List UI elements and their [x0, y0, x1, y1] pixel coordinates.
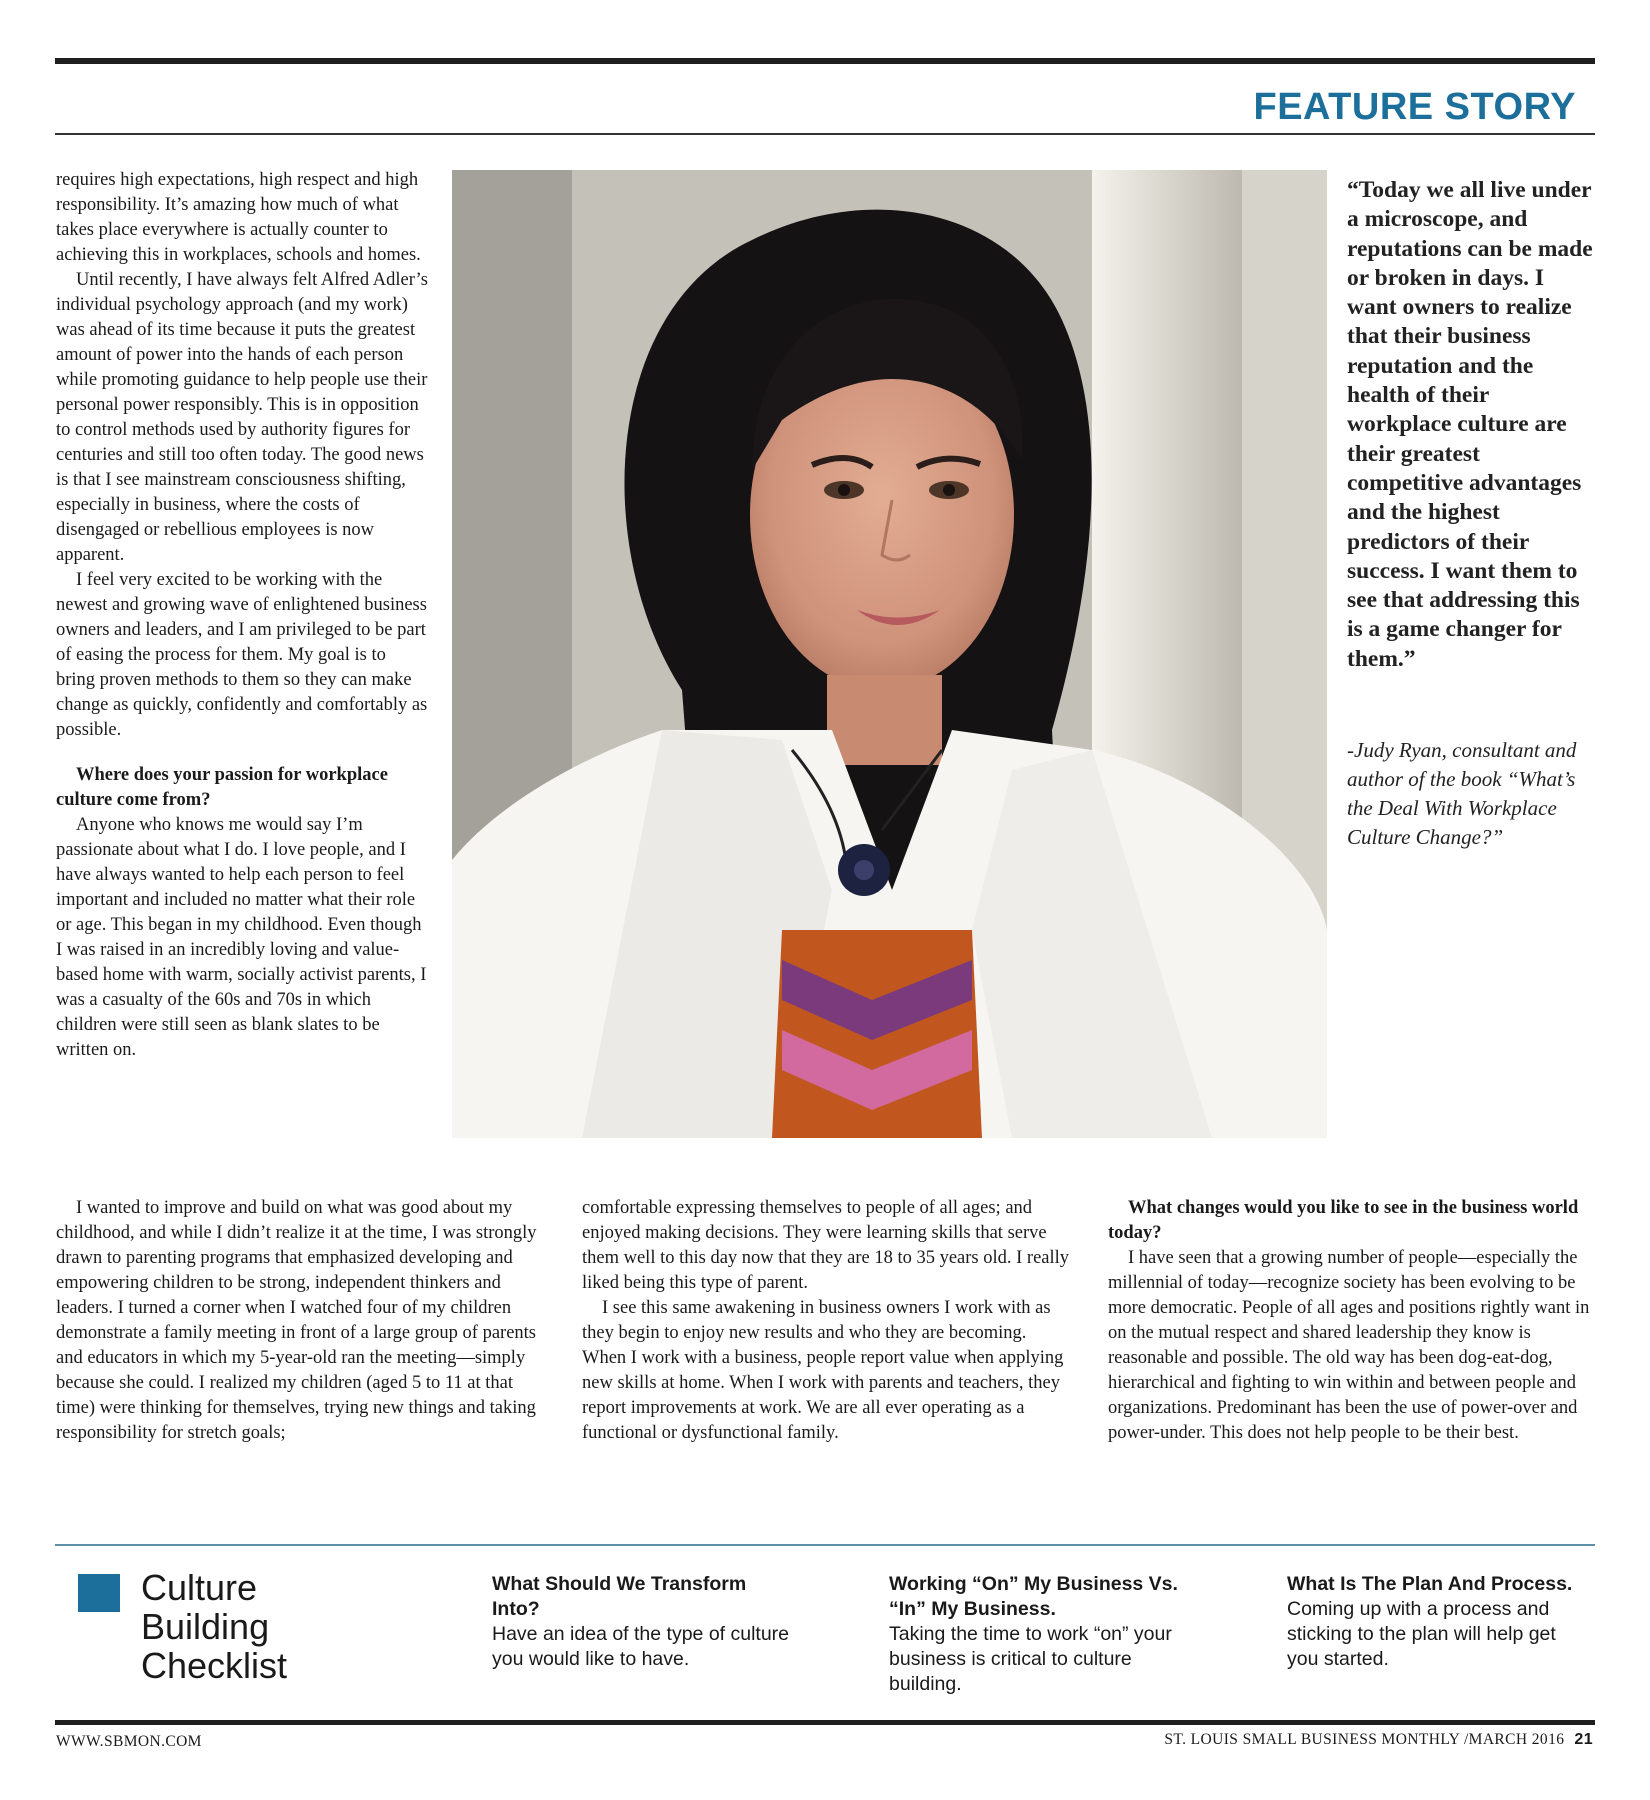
checklist-square-icon: [78, 1574, 120, 1612]
checklist-item-body: Taking the time to work “on” your business is critical to culture building.: [889, 1623, 1172, 1695]
footer-publication: [1164, 1731, 1593, 1749]
interview-question: What changes would you like to see in the business world today?: [1108, 1198, 1579, 1243]
portrait-illustration: [452, 170, 1327, 1138]
header-rule: [55, 133, 1595, 135]
checklist-divider: [55, 1544, 1595, 1546]
paragraph: I have seen that a growing number of people—especially the millennial of today—recognize society has been evolving to be more democratic. People of all ages and positions rightly want in on the mutual respect and shared leadership they know is reasonable and possible. The old way has been dog-eat-dog, hierarchical and fighting to win within and between people and organizations. Predominant has been the use of power-over and power-under. This does not help people to be their best.: [1108, 1248, 1590, 1443]
paragraph: I wanted to improve and build on what was good about my childhood, and while I didn’t realize it at the time, I was strongly drawn to parenting programs that emphasized developing and empowering children to be strong, independent thinkers and leaders. I turned a corner when I watched four of my children demonstrate a family meeting in front of a large group of parents and educators in which my 5-year-old ran the meeting—simply because she could. I realized my children (aged 5 to 11 at that time) were thinking for themselves, trying new things and taking responsibility for stretch goals;: [56, 1198, 537, 1443]
section-label: FEATURE STORY: [1253, 86, 1576, 128]
article-column-1: [56, 168, 428, 1063]
article-column-2: [582, 1196, 1072, 1446]
interview-question: Where does your passion for workplace culture come from?: [56, 765, 388, 810]
top-rule: [55, 58, 1595, 64]
checklist-item-body: Coming up with a process and sticking to the plan will help get you started.: [1287, 1598, 1556, 1670]
checklist-item: [889, 1572, 1189, 1697]
paragraph: Until recently, I have always felt Alfred Adler’s individual psychology approach (and my work) was ahead of its time because it puts the greatest amount of power into the hands of each person while promoting guidance to help people use their personal power responsibly. This is in opposition to control methods used by authority figures for centuries and still too often today. The good news is that I see mainstream consciousness shifting, especially in business, where the costs of disengaged or rebellious employees is now apparent.: [56, 270, 428, 565]
page-number: 21: [1574, 1731, 1593, 1748]
pull-quote: “Today we all live under a microscope, and reputations can be made or broken in days. I want owners to realize that their business reputation and the health of their workplace culture are their greatest competitive advantages and the highest predictors of their success. I want them to see that addressing this is a game changer for them.”: [1347, 177, 1593, 672]
paragraph: comfortable expressing themselves to people of all ages; and enjoyed making decisions. They were learning skills that serve them well to this day now that they are 18 to 35 years old. I really liked being this type of parent.: [582, 1198, 1070, 1293]
publication-name: ST. LOUIS SMALL BUSINESS MONTHLY /MARCH 2016: [1164, 1731, 1565, 1748]
checklist-item-heading: What Is The Plan And Process.: [1287, 1573, 1573, 1595]
article-column-3: [1108, 1196, 1598, 1446]
checklist-item: [492, 1572, 792, 1672]
paragraph: Anyone who knows me would say I’m passionate about what I do. I love people, and I have always wanted to help each person to feel important and included no matter what their role or age. This began in my childhood. Even though I was raised in an incredibly loving and value-based home with warm, socially activist parents, I was a casualty of the 60s and 70s in which children were still seen as blank slates to be written on.: [56, 815, 427, 1060]
paragraph: I see this same awakening in business owners I work with as they begin to enjoy new results and who they are becoming. When I work with a business, people report value when applying new skills at home. When I work with parents and teachers, they report improvements at work. We are all ever operating as a functional or dysfunctional family.: [582, 1298, 1064, 1443]
paragraph: requires high expectations, high respect and high responsibility. It’s amazing how much of what takes place everywhere is actually counter to achieving this in workplaces, schools and homes.: [56, 170, 421, 265]
paragraph: I feel very excited to be working with the newest and growing wave of enlightened business owners and leaders, and I am privileged to be part of easing the process for them. My goal is to bring proven methods to them so they can make change as quickly, confidently and comfortably as possible.: [56, 570, 428, 740]
portrait-photo: [452, 170, 1327, 1138]
checklist-title: Culture Building Checklist: [141, 1567, 288, 1686]
article-column-1-continued: [56, 1196, 546, 1446]
checklist-item-heading: What Should We Transform Into?: [492, 1573, 747, 1620]
pull-quote-attribution: -Judy Ryan, consultant and author of the book “What’s the Deal With Workplace Culture Change?”: [1347, 738, 1577, 849]
footer-rule: [55, 1720, 1595, 1725]
checklist-item-heading: Working “On” My Business Vs. “In” My Business.: [889, 1573, 1178, 1620]
checklist-item: [1287, 1572, 1587, 1672]
checklist-item-body: Have an idea of the type of culture you would like to have.: [492, 1623, 790, 1670]
footer-website: WWW.SBMON.COM: [56, 1733, 202, 1750]
